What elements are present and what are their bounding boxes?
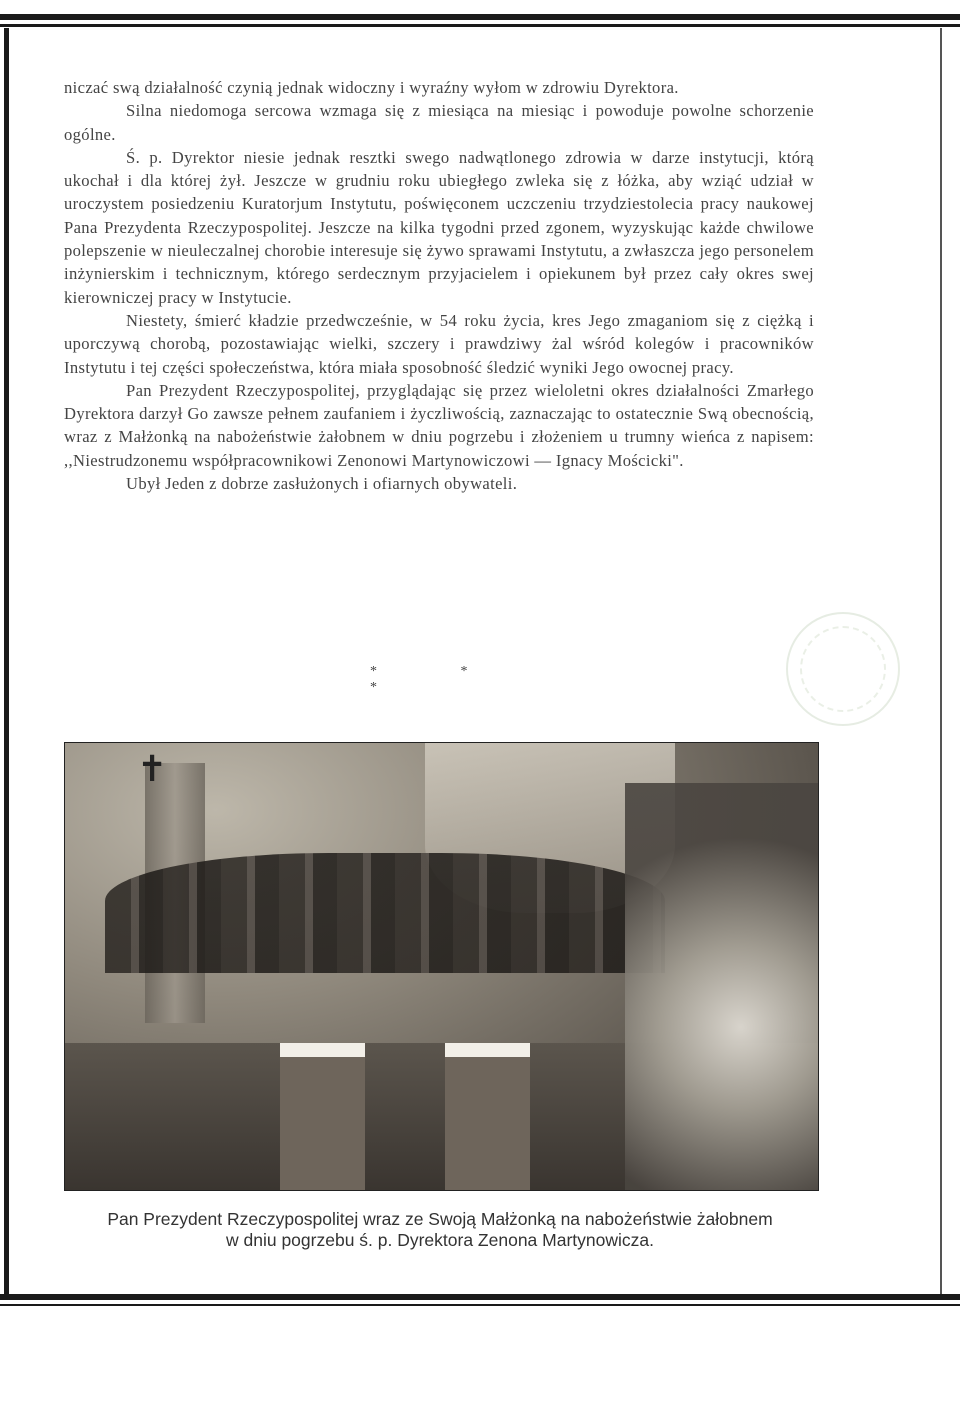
funeral-service-photo — [64, 742, 819, 1191]
paragraph-3: Ś. p. Dyrektor niesie jednak resztki swego nadwątlonego zdrowia w darze instytucji, którą ukochał i dla której żył. Jeszcze w grudniu roku ubiegłego zwleka się z łóżka, aby wziąć udział w uroczystem posiedzeniu Kuratorjum Instytutu, poświęconem uczczeniu trzydziestolecia pracy naukowej Pana Prezydenta Rzeczypospolitej. Jeszcze na kilka tygodni przed zgonem, wyzyskując każde chwilowe polepszenie w nieuleczalnej chorobie interesuje się żywo sprawami Instytutu, a zwłaszcza jego personelem inżynierskim i technicznym, którego serdecznym przyjacielem i opiekunem był przez cały okres swej kierowniczej pracy w Instytucie. — [64, 147, 814, 307]
faded-library-stamp — [786, 612, 900, 726]
paragraph-6: Ubył Jeden z dobrze zasłużonych i ofiarnych obywateli. — [126, 474, 518, 494]
paragraph-4: Niestety, śmierć kładzie przedwcześnie, w 54 roku życia, kres Jego zmaganiom się z ciężką i uporczywą chorobą, pozostawiając wielki, szczery i prawdziwy żal wśród kolegów i pracowników Instytutu i tej części społeczeństwa, która miała sposobność śledzić wyniki Jego owocnej pracy. — [64, 310, 814, 377]
photo-caption — [60, 1209, 820, 1251]
photo-prie-dieu-right — [445, 1043, 530, 1191]
left-frame-border — [4, 28, 9, 1296]
paragraph-5: Pan Prezydent Rzeczypospolitej, przyglądając się przez wieloletni okres działalności Zmarłego Dyrektora darzył Go zawsze pełnem zaufaniem i życzliwością, zaznaczając to ostatecznie Swą obecnością, wraz z Małżonką na nabożeństwie żałobnem w dniu pogrzebu i złożeniem u trumny wieńca z napisem: ,,Niestrudzonemu współpracownikowi Zenonowi Martynowiczowi — Ignacy Mościcki". — [64, 380, 814, 470]
paragraph-2: Silna niedomoga sercowa wzmaga się z miesiąca na miesiąc i powoduje powolne schorzenie ogólne. — [64, 101, 814, 144]
top-border-thick — [0, 14, 960, 20]
caption-line-2: w dniu pogrzebu ś. p. Dyrektora Zenona Martynowicza. — [226, 1230, 654, 1250]
top-border-thin — [0, 24, 960, 27]
section-separator: * * * — [370, 664, 508, 695]
photo-wreaths — [625, 783, 818, 1190]
bottom-border-thick — [0, 1294, 960, 1300]
right-frame-border — [940, 28, 942, 1296]
cross-icon: ✝ — [137, 749, 168, 790]
paragraph-1: niczać swą działalność czynią jednak widoczny i wyraźny wyłom w zdrowiu Dyrektora. — [64, 78, 679, 97]
article-body — [64, 76, 814, 495]
bottom-border-thin — [0, 1304, 960, 1306]
photo-crowd — [105, 853, 665, 973]
caption-line-1: Pan Prezydent Rzeczypospolitej wraz ze Swoją Małżonką na nabożeństwie żałobnem — [107, 1209, 773, 1229]
photo-prie-dieu-left — [280, 1043, 365, 1191]
